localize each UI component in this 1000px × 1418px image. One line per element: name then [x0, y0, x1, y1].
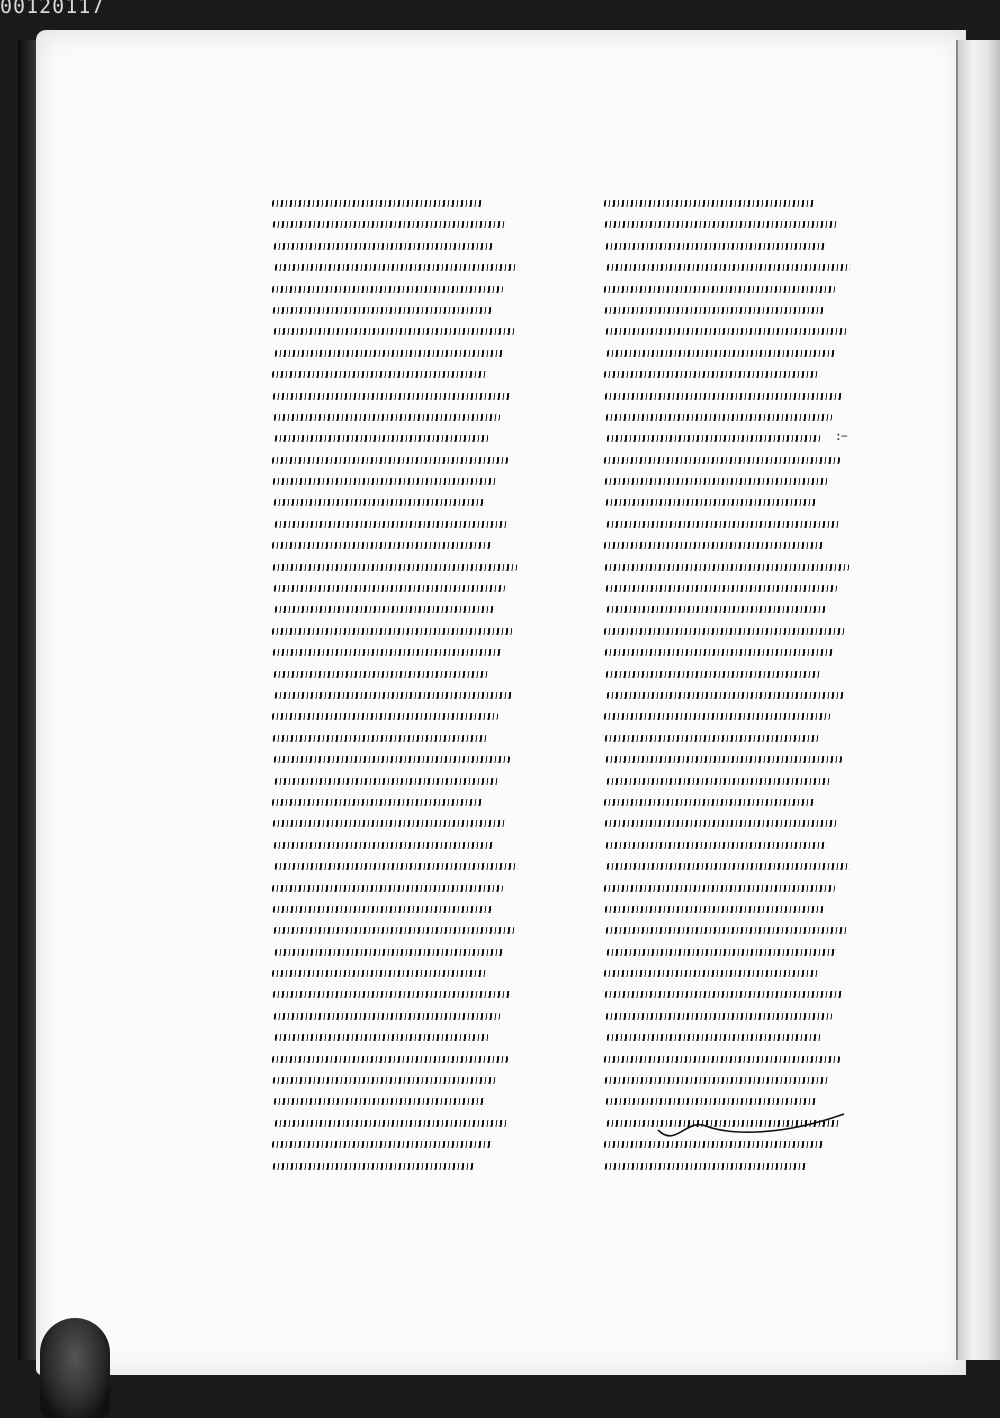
right-column-line — [603, 213, 851, 234]
left-column-line — [271, 727, 519, 748]
left-column-line — [271, 855, 519, 876]
left-column-line — [271, 898, 519, 919]
closing-flourish — [656, 1108, 846, 1148]
handwriting-stroke — [605, 906, 825, 913]
right-column-line — [603, 449, 851, 470]
text-column-right — [604, 192, 850, 1176]
right-column-line — [603, 1026, 851, 1047]
right-column-line — [603, 983, 851, 1004]
left-column-line — [271, 684, 519, 705]
right-column-line — [603, 363, 851, 384]
left-column-line — [271, 1090, 519, 1111]
handwriting-stroke — [605, 478, 830, 485]
handwriting-stroke — [604, 970, 821, 977]
handwriting-stroke — [272, 286, 504, 293]
left-column-line — [271, 962, 519, 983]
right-column-line — [603, 770, 851, 791]
left-column-line — [271, 256, 519, 277]
handwriting-stroke — [605, 735, 820, 742]
left-column-line — [271, 748, 519, 769]
handwriting-stroke — [272, 713, 499, 720]
left-column-line — [271, 663, 519, 684]
right-column-line — [603, 1069, 851, 1090]
right-column-line — [603, 598, 851, 619]
right-column-line — [603, 320, 851, 341]
handwriting-stroke — [274, 414, 501, 421]
handwriting-stroke — [606, 1098, 818, 1105]
handwriting-stroke — [604, 457, 841, 464]
handwriting-stroke — [273, 564, 517, 571]
right-column-line — [603, 192, 851, 213]
left-column-line — [271, 299, 519, 320]
left-column-line — [271, 342, 519, 363]
handwriting-stroke — [275, 778, 500, 785]
right-column-line — [603, 791, 851, 812]
handwriting-stroke — [273, 307, 493, 314]
handwriting-stroke — [272, 799, 484, 806]
left-column-line — [271, 385, 519, 406]
handwriting-stroke — [607, 863, 851, 870]
handwriting-stroke — [607, 435, 822, 442]
left-column-line — [271, 192, 519, 213]
handwriting-stroke — [273, 906, 493, 913]
handwriting-stroke — [273, 1163, 475, 1170]
right-column-line — [603, 877, 851, 898]
handwriting-stroke — [272, 371, 489, 378]
right-column-line — [603, 385, 851, 406]
left-column-line — [271, 1133, 519, 1154]
left-column-line — [271, 1026, 519, 1047]
right-column-line — [603, 491, 851, 512]
handwriting-stroke — [607, 350, 837, 357]
handwriting-stroke — [604, 200, 816, 207]
handwriting-stroke — [605, 393, 844, 400]
handwriting-stroke — [606, 927, 848, 934]
right-column-line — [603, 855, 851, 876]
handwriting-stroke — [275, 692, 514, 699]
handwriting-stroke — [605, 221, 839, 228]
left-column-line — [271, 1048, 519, 1069]
left-column-line — [271, 983, 519, 1004]
handwriting-stroke — [274, 671, 491, 678]
handwriting-stroke — [274, 756, 511, 763]
handwriting-stroke — [275, 606, 495, 613]
handwriting-stroke — [272, 970, 489, 977]
handwriting-stroke — [275, 435, 490, 442]
handwriting-stroke — [274, 842, 496, 849]
right-column-line — [603, 812, 851, 833]
handwriting-stroke — [272, 457, 509, 464]
handwriting-stroke — [272, 885, 504, 892]
handwriting-stroke — [275, 1034, 490, 1041]
left-column-line — [271, 1112, 519, 1133]
left-column-line — [271, 449, 519, 470]
right-column-line — [603, 641, 851, 662]
left-column-line — [271, 1069, 519, 1090]
handwriting-stroke — [605, 1077, 830, 1084]
right-column-line — [603, 534, 851, 555]
right-column-line — [603, 663, 851, 684]
handwriting-stroke — [274, 1013, 501, 1020]
handwriting-stroke — [275, 1120, 509, 1127]
facing-page-edge — [956, 40, 1000, 1360]
handwriting-stroke — [275, 350, 505, 357]
handwriting-stroke — [275, 863, 519, 870]
handwriting-stroke — [606, 842, 828, 849]
left-column-line — [271, 770, 519, 791]
right-column-line — [603, 1048, 851, 1069]
handwriting-stroke — [606, 414, 833, 421]
right-column-line — [603, 705, 851, 726]
handwriting-stroke — [272, 542, 494, 549]
handwriting-stroke — [606, 328, 848, 335]
handwriting-stroke — [607, 778, 832, 785]
left-column-line — [271, 427, 519, 448]
right-column-line — [603, 898, 851, 919]
handwriting-stroke — [606, 756, 843, 763]
left-column-line — [271, 213, 519, 234]
right-column-line — [603, 513, 851, 534]
handwriting-stroke — [605, 991, 844, 998]
handwriting-stroke — [273, 649, 503, 656]
left-column-line — [271, 406, 519, 427]
right-column-line — [603, 235, 851, 256]
left-column-line — [271, 1005, 519, 1026]
handwriting-stroke — [275, 264, 519, 271]
handwriting-stroke — [273, 221, 507, 228]
right-column-line — [603, 427, 851, 448]
handwriting-stroke — [607, 606, 827, 613]
handwriting-stroke — [274, 243, 496, 250]
handwriting-stroke — [272, 1141, 494, 1148]
handwriting-stroke — [607, 949, 837, 956]
right-column-line — [603, 919, 851, 940]
right-column-line — [603, 406, 851, 427]
left-column-line — [271, 278, 519, 299]
left-column-line — [271, 834, 519, 855]
handwriting-stroke — [605, 820, 839, 827]
left-column-line — [271, 598, 519, 619]
right-column-line — [603, 577, 851, 598]
handwriting-stroke — [274, 927, 516, 934]
left-column-line — [271, 534, 519, 555]
left-column-line — [271, 320, 519, 341]
left-column-line — [271, 791, 519, 812]
handwriting-stroke — [275, 521, 509, 528]
right-column-line — [603, 299, 851, 320]
handwriting-stroke — [607, 521, 841, 528]
handwriting-stroke — [606, 243, 828, 250]
right-column-line — [603, 556, 851, 577]
handwriting-stroke — [606, 585, 838, 592]
handwriting-stroke — [604, 713, 831, 720]
right-column-line — [603, 834, 851, 855]
handwriting-stroke — [274, 1098, 486, 1105]
left-column-line — [271, 470, 519, 491]
left-column-line — [271, 620, 519, 641]
handwriting-stroke — [604, 885, 836, 892]
handwriting-stroke — [607, 1034, 822, 1041]
left-column-line — [271, 491, 519, 512]
handwriting-stroke — [274, 328, 516, 335]
right-column-line — [603, 727, 851, 748]
handwriting-stroke — [606, 671, 823, 678]
handwriting-stroke — [605, 307, 825, 314]
handwriting-stroke — [274, 499, 486, 506]
reader-thumb — [40, 1318, 110, 1418]
handwriting-stroke — [273, 478, 498, 485]
frame-number: 00120117 — [0, 0, 105, 18]
right-column-line — [603, 748, 851, 769]
left-column-line — [271, 556, 519, 577]
left-column-line — [271, 513, 519, 534]
marginal-mark: :– — [836, 428, 848, 444]
handwriting-stroke — [607, 692, 846, 699]
handwriting-stroke — [605, 564, 849, 571]
right-column-line — [603, 1005, 851, 1026]
handwriting-stroke — [273, 820, 507, 827]
handwriting-stroke — [604, 286, 836, 293]
right-column-line — [603, 1155, 851, 1176]
right-column-line — [603, 278, 851, 299]
right-column-line — [603, 620, 851, 641]
handwriting-stroke — [273, 393, 512, 400]
handwriting-stroke — [607, 264, 851, 271]
right-column-line — [603, 962, 851, 983]
handwriting-stroke — [606, 499, 818, 506]
handwriting-stroke — [273, 735, 488, 742]
left-column-line — [271, 641, 519, 662]
left-column-line — [271, 941, 519, 962]
handwriting-stroke — [272, 628, 514, 635]
handwriting-stroke — [604, 371, 821, 378]
handwriting-stroke — [604, 799, 816, 806]
left-column-line — [271, 235, 519, 256]
handwriting-stroke — [274, 585, 506, 592]
right-column-line — [603, 470, 851, 491]
handwriting-stroke — [272, 1056, 509, 1063]
handwriting-stroke — [273, 1077, 498, 1084]
right-column-line — [603, 684, 851, 705]
left-column-line — [271, 877, 519, 898]
right-column-line — [603, 256, 851, 277]
right-column-line — [603, 941, 851, 962]
text-column-left — [272, 192, 518, 1176]
handwriting-stroke — [272, 200, 484, 207]
left-column-line — [271, 1155, 519, 1176]
left-column-line — [271, 577, 519, 598]
handwriting-stroke — [605, 1163, 807, 1170]
handwriting-stroke — [275, 949, 505, 956]
handwriting-stroke — [605, 649, 835, 656]
left-column-line — [271, 919, 519, 940]
right-column-line — [603, 342, 851, 363]
handwriting-stroke — [606, 1013, 833, 1020]
left-column-line — [271, 705, 519, 726]
handwriting-stroke — [604, 542, 826, 549]
handwriting-stroke — [273, 991, 512, 998]
left-column-line — [271, 363, 519, 384]
left-column-line — [271, 812, 519, 833]
handwriting-stroke — [604, 1056, 841, 1063]
handwriting-stroke — [604, 628, 846, 635]
